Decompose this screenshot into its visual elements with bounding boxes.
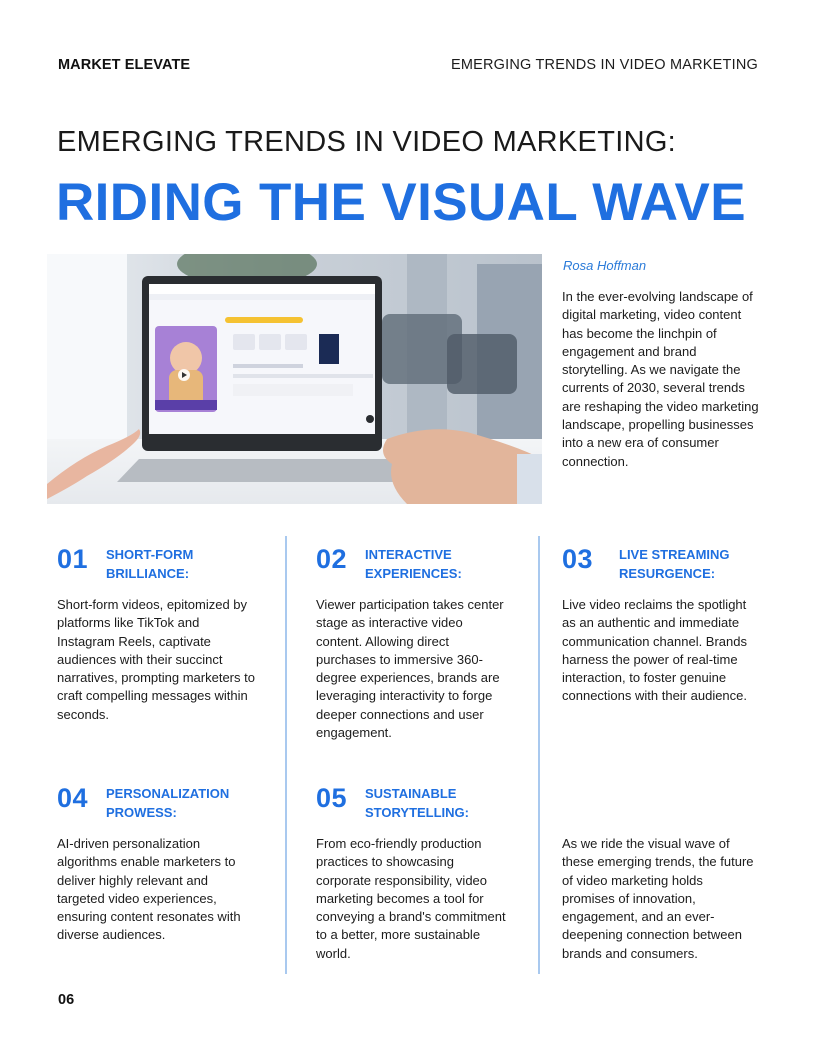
section-body: AI-driven personalization algorithms enable marketers to deliver highly relevant and targeted video experiences, ensuring content resonates with diverse audiences. <box>57 836 241 943</box>
section-heading-line: SHORT-FORM <box>106 547 194 562</box>
page-number: 06 <box>58 992 75 1008</box>
section-heading-line: PROWESS: <box>106 805 177 820</box>
section-number: 04 <box>57 783 89 813</box>
laptop-photo-illustration <box>47 254 542 504</box>
section-heading-line: STORYTELLING: <box>365 805 469 820</box>
section-number: 01 <box>57 544 89 574</box>
section-heading <box>365 545 505 583</box>
section-number: 03 <box>562 544 594 574</box>
section-body: From eco-friendly production practices to showcasing corporate responsibility, video marketing becomes a tool for conveying a brand's commitment to a better, more sustainable world. <box>316 836 506 961</box>
section-heading-line: RESURGENCE: <box>619 566 716 581</box>
closing-paragraph: As we ride the visual wave of these emerging trends, the future of video marketing holds promises of innovation, engagement, and an ever-deepening connection between brands and consumers. <box>562 836 754 961</box>
section-number: 05 <box>316 783 348 813</box>
author-name: Rosa Hoffman <box>563 258 647 273</box>
column-divider <box>285 536 287 974</box>
page-title-line2: RIDING THE VISUAL WAVE <box>56 173 747 232</box>
running-header-title: EMERGING TRENDS IN VIDEO MARKETING <box>450 57 758 73</box>
section-heading-line: BRILLIANCE: <box>106 566 190 581</box>
section-body: Viewer participation takes center stage as interactive video content. Allowing direct purchases to immersive 360-degree experiences, brands are leveraging interactivity to forge deeper connections and user engagement. <box>316 597 504 741</box>
section-number: 02 <box>316 544 348 574</box>
section-heading-line: INTERACTIVE <box>365 547 452 562</box>
section-heading <box>619 545 759 583</box>
intro-paragraph: In the ever-evolving landscape of digital marketing, video content has become the linchpin of engagement and brand storytelling. As we navigate the currents of 2030, several trends are reshaping the video marketing landscape, propelling businesses into a new era of consumer connection. <box>562 289 759 469</box>
section-heading-line: EXPERIENCES: <box>365 566 462 581</box>
section-heading <box>365 784 505 822</box>
section-heading-line: SUSTAINABLE <box>365 786 457 801</box>
feature-photo <box>47 254 542 504</box>
section-body: Short-form videos, epitomized by platforms like TikTok and Instagram Reels, captivate audiences with their succinct narratives, prompting marketers to craft compelling messages within seconds. <box>57 597 255 722</box>
brand-name: MARKET ELEVATE <box>58 57 191 73</box>
section-heading <box>106 784 246 822</box>
page-title-line1: EMERGING TRENDS IN VIDEO MARKETING: <box>57 126 677 158</box>
column-divider <box>538 536 540 974</box>
section-body: Live video reclaims the spotlight as an authentic and immediate communication channel. Brands harness the power of real-time interaction, to foster genuine connections with their audience. <box>562 597 748 704</box>
section-heading-line: LIVE STREAMING <box>619 547 730 562</box>
section-heading <box>106 545 246 583</box>
section-heading-line: PERSONALIZATION <box>106 786 230 801</box>
